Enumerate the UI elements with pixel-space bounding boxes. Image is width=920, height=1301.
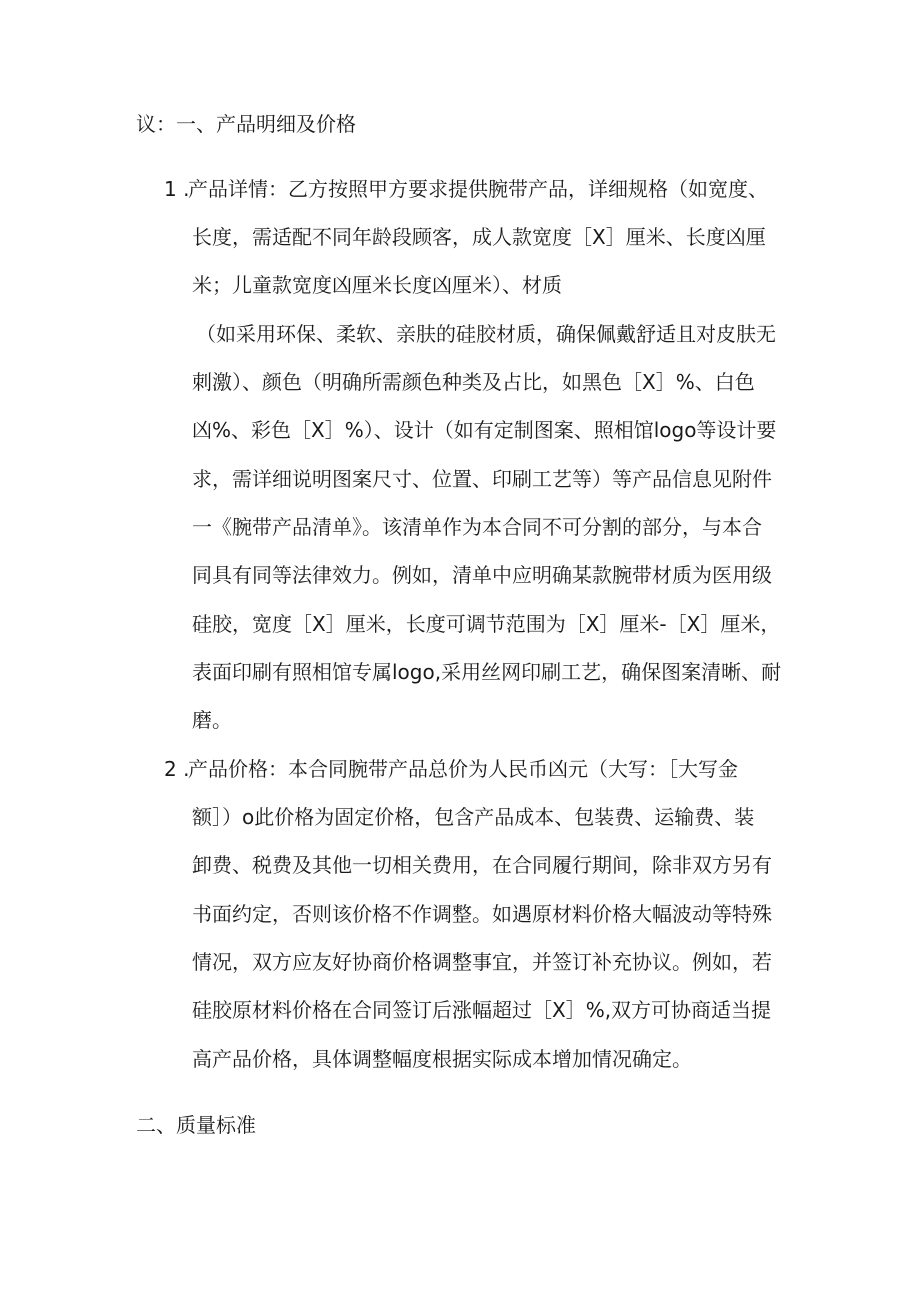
- item-2-line-7: 高产品价格，具体调整幅度根据实际成本增加情况确定。: [192, 1047, 692, 1071]
- item-2-line-1: 产品价格：本合同腕带产品总价为人民币凶元（大写：［大写金: [188, 757, 738, 781]
- item-2-line-6: 硅胶原材料价格在合同签订后涨幅超过［X］%,双方可协商适当提: [192, 998, 772, 1022]
- item-1-line-2: 长度，需适配不同年龄段顾客，成人款宽度［X］厘米、长度凶厘: [192, 225, 766, 249]
- section-heading-product-details: 议：一、产品明细及价格: [136, 112, 356, 136]
- item-2-line-4: 书面约定，否则该价格不作调整。如遇原材料价格大幅波动等特殊: [192, 902, 772, 926]
- item-1-line-1: 产品详情：乙方按照甲方要求提供腕带产品，详细规格（如宽度、: [188, 177, 768, 201]
- item-1-line-11: 表面印刷有照相馆专属logo,采用丝网印刷工艺，确保图案清晰、耐: [192, 660, 782, 684]
- item-1-line-9: 同具有同等法律效力。例如，清单中应明确某款腕带材质为医用级: [192, 563, 772, 587]
- item-2-line-5: 情况，双方应友好协商价格调整事宜，并签订补充协议。例如，若: [192, 950, 772, 974]
- item-2-line-2: 额］）o此价格为固定价格，包含产品成本、包装费、运输费、装: [192, 805, 755, 829]
- item-1-line-12: 磨。: [192, 708, 232, 732]
- item-1-line-10: 硅胶，宽度［X］厘米，长度可调节范围为［X］厘米-［X］厘米，: [192, 612, 781, 636]
- item-number-1: 1 .: [164, 177, 190, 201]
- item-1-line-8: 一《腕带产品清单》。该清单作为本合同不可分割的部分，与本合: [192, 515, 762, 539]
- item-1-line-6: 凶%、彩色［X］%）、设计（如有定制图案、照相馆logo等设计要: [192, 418, 777, 442]
- item-number-2: 2 .: [164, 757, 190, 781]
- section-heading-quality-standards: 二、质量标准: [136, 1113, 256, 1137]
- item-2-line-3: 卸费、税费及其他一切相关费用，在合同履行期间，除非双方另有: [192, 853, 772, 877]
- item-1-line-5: 刺激）、颜色（明确所需颜色种类及占比，如黑色［X］%、白色: [192, 370, 755, 394]
- item-1-line-7: 求，需详细说明图案尺寸、位置、印刷工艺等）等产品信息见附件: [192, 467, 772, 491]
- item-1-line-4: （如采用环保、柔软、亲肤的硅胶材质，确保佩戴舒适且对皮肤无: [196, 322, 776, 346]
- item-1-line-3: 米；儿童款宽度凶厘米长度凶厘米）、材质: [192, 273, 562, 297]
